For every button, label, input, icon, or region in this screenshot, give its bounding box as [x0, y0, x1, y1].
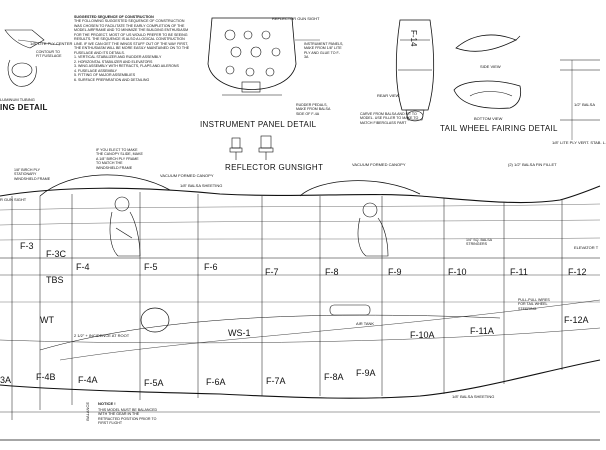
- reflector-gunsight-heading: REFLECTOR GUNSIGHT: [225, 163, 324, 172]
- callout-reflector-gun-sight: REFLECTOR GUN SIGHT: [272, 16, 320, 21]
- former-label: F-12: [568, 267, 587, 277]
- callout-sq-stringers: 1/4" SQ. BALSA STRINGERS: [466, 238, 492, 247]
- construction-step: 5. FITTING OF MAJOR ASSEMBLIES: [74, 73, 136, 78]
- panel-mark-ws1: WS-1: [228, 328, 251, 338]
- wheel-well: [141, 308, 169, 332]
- callout-vacuum-canopy-left: VACUUM FORMED CANOPY: [160, 173, 214, 178]
- construction-step: 1. VERTICAL STABILIZER AND RUDDER ASSEMBLY: [74, 55, 162, 60]
- former-label: F-4B: [36, 372, 56, 382]
- former-label: 3A: [0, 375, 12, 385]
- tail-wheel-fairing-heading: TAIL WHEEL FAIRING DETAIL: [440, 124, 558, 133]
- former-label: F-11: [510, 267, 528, 277]
- former-label: F-3: [20, 241, 34, 251]
- callout-rudder-pedals: RUDDER PEDALS, MAKE FROM BALSA SIDE OF F-4A: [296, 103, 331, 116]
- callout-elevator: ELEVATOR T: [574, 245, 599, 250]
- construction-step: 4. FUSELAGE ASSEMBLY: [74, 68, 118, 73]
- tail-wheel-f14-label: F-14: [409, 30, 418, 47]
- notice-text: THIS MODEL MUST BE BALANCED WITH THE GEAR IN THE RETRACTED POSITION PRIOR TO FIRST FLIGHT: [98, 408, 158, 426]
- former-label: F-7: [265, 267, 279, 277]
- panel-mark-tbs: TBS: [46, 275, 64, 285]
- callout-aluminum-tubing: LUMINUM TUBING: [0, 97, 35, 102]
- callout-balsa-right: 1/2" BALSA: [574, 102, 595, 107]
- former-label: F-5A: [144, 378, 164, 388]
- construction-step: 6. SURFACE PREPARATION AND DETAILING: [74, 77, 150, 82]
- former-label: F-8A: [324, 372, 344, 382]
- wing-detail-heading: ING DETAIL: [0, 103, 48, 112]
- construction-step: 3. WING ASSEMBLY WITH RETRACTS, FLAPS AND AILERONS: [74, 64, 179, 69]
- former-label: F-4: [76, 262, 90, 272]
- former-label: F-6: [204, 262, 218, 272]
- construction-step: 2. HORIZONTAL STABILIZER AND ELEVATORS: [74, 59, 153, 64]
- callout-pull-pull: PULL-PULL WIRES FOR TAIL WHEEL STEERING: [518, 298, 550, 311]
- former-label: F-12A: [564, 315, 589, 325]
- callout-lite-ply-center: 1/8" LITE PLY CENTER: [30, 41, 73, 46]
- callout-air-tank: AIR TANK: [356, 321, 375, 326]
- pilot-figure-rear: [358, 203, 388, 256]
- air-tank-shape: [330, 305, 370, 315]
- construction-note-title: SUGGESTED SEQUENCE OF CONSTRUCTION: [74, 15, 154, 19]
- construction-note: [74, 15, 192, 82]
- pilot-figure-front: [110, 197, 140, 256]
- callout-instrument-panels: INSTRUMENT PANELS, MAKE FROM 1/8" LITE PLY AND GLUE TO F-3A: [304, 42, 344, 60]
- panel-mark-wt: WT: [40, 315, 54, 325]
- former-label: F-10: [448, 267, 467, 277]
- instrument-panel-heading: INSTRUMENT PANEL DETAIL: [200, 120, 317, 129]
- stabilizer-fragment: [560, 60, 600, 140]
- callout-balsa-sheeting-bottom: 1/8" BALSA SHEETING: [452, 394, 495, 399]
- former-label: F-11A: [470, 326, 494, 336]
- former-label: F-6A: [206, 377, 226, 387]
- callout-elect-canopy: IF YOU ELECT TO MAKE THE CANOPY SLIDE, MAKE A 1/8" BIRCH PLY FRAME TO MATCH THE WINDSHIELD FRAME: [96, 148, 143, 170]
- former-label: F-5: [144, 262, 158, 272]
- former-label: F-10A: [410, 330, 435, 340]
- former-label: F-9A: [356, 368, 376, 378]
- callout-balance: BALANCE: [85, 402, 90, 421]
- callout-birch-windshield: 1/8" BIRCH PLY STATIONARY WINDSHIELD FRAME: [14, 168, 51, 181]
- callout-gun-sight-left: R GUN SIGHT: [0, 197, 27, 202]
- former-label: F-4A: [78, 375, 98, 385]
- former-lines: [12, 192, 562, 420]
- former-label: F-9: [388, 267, 402, 277]
- callout-carve-fairing: CARVE FROM BALSA AND FIT TO MODEL. USE FILLER TO MAKE TO MATCH FIBERGLASS PART: [360, 112, 419, 125]
- callout-incidence: 2 1/2" + INCIDENCE AT ROOT: [74, 333, 130, 338]
- construction-note-text: THE FOLLOWING SUGGESTED SEQUENCE OF CONSTRUCTION WAS CHOSEN TO FACILITATE THE EARLY COMPLETION OF THE MODEL AIRFRAME AND TO MINIMIZE THE BUILDING ENTHUSIASM FOR THE PROJECT. MOST OF US WOULD PREFER TO BE SEEING RESULTS. THE SEQUENCE IS ALSO A LOGICAL CONSTRUCTION LINE. IF WE CAN GET THE WINGS STUFF OUT OF THE WAY FIRST, THE ENTHUSIASM WILL BE MORE EASILY MAINTAINED ON TO THE FUSELAGE AND ITS DETAILS.: [74, 19, 190, 55]
- former-label: F-7A: [266, 376, 286, 386]
- callout-balsa-sheeting-top: 1/8" BALSA SHEETING: [180, 183, 223, 188]
- former-label: F-3C: [46, 249, 66, 259]
- tail-wheel-fairing-views: [454, 35, 521, 108]
- former-label: F-8: [325, 267, 339, 277]
- notice-title: NOTICE !: [98, 401, 116, 406]
- callout-vert-stab: 1/8" LITE PLY VERT. STAB. L.: [552, 140, 606, 145]
- callout-rear-view: REAR VIEW: [377, 93, 400, 98]
- callout-bottom-view: BOTTOM VIEW: [474, 116, 503, 121]
- callout-contour-fuselage: CONTOUR TO FIT FUSELAGE: [36, 50, 62, 59]
- callout-balsa-fin-fillet: (2) 1/2" BALSA FIN FILLET: [508, 162, 557, 167]
- reflector-gunsight-sketch: [230, 136, 273, 160]
- callout-vacuum-canopy-right: VACUUM FORMED CANOPY: [352, 162, 406, 167]
- callout-side-view: SIDE VIEW: [480, 64, 501, 69]
